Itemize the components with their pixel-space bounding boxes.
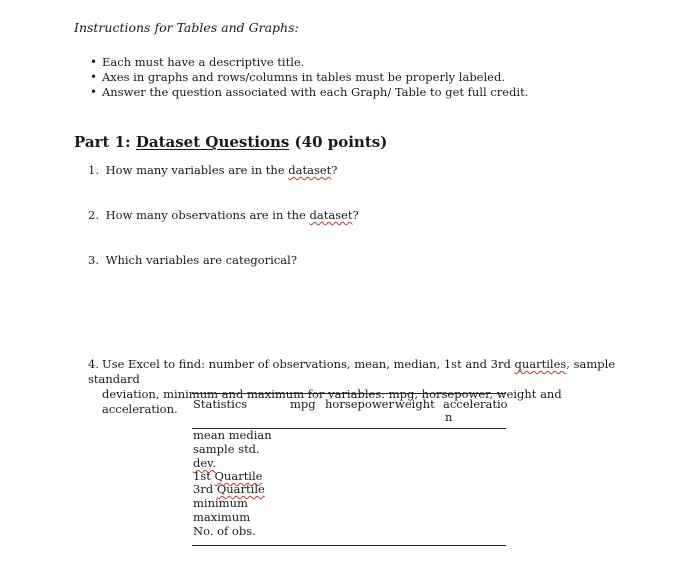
- row-mean-median: mean median: [193, 428, 272, 442]
- spelling-flagged-word: dataset: [309, 208, 353, 222]
- header-acceleration-part-1: acceleratio: [443, 397, 508, 411]
- question-text: How many observations are in the: [105, 208, 310, 222]
- header-mpg: mpg: [290, 397, 316, 411]
- instruction-item: • Answer the question associated with each Graph/ Table to get full credit.: [90, 85, 528, 100]
- part-1-prefix: Part 1:: [74, 133, 136, 151]
- spelling-flagged-word: dataset: [288, 163, 332, 177]
- row-maximum: maximum: [193, 510, 251, 524]
- row-label-prefix: 3rd: [193, 482, 217, 496]
- question-text-end: ?: [352, 208, 359, 222]
- row-label-prefix: 1st: [193, 469, 215, 483]
- row-sample-std: sample std.: [193, 442, 260, 456]
- header-statistics: Statistics: [193, 397, 248, 411]
- question-text-cont: , sample standard: [88, 357, 616, 386]
- question-number: 4.: [88, 357, 99, 371]
- table-top-rule: [192, 393, 506, 394]
- spelling-flagged-word: quartiles: [514, 357, 567, 371]
- part-1-suffix: (40 points): [289, 133, 388, 151]
- question-2: [88, 208, 359, 222]
- part-1-title-underlined: Dataset Questions: [135, 133, 290, 151]
- question-number: 2.: [88, 208, 99, 222]
- row-minimum: minimum: [193, 496, 248, 510]
- header-acceleration-part-2: n: [445, 410, 453, 424]
- row-number-of-observations: No. of obs.: [193, 524, 256, 538]
- question-3: [88, 253, 297, 267]
- question-text-end: ?: [331, 163, 338, 177]
- question-number: 3.: [88, 253, 99, 267]
- instruction-item: • Each must have a descriptive title.: [90, 55, 528, 70]
- part-1-heading: [74, 133, 387, 151]
- header-weight: weight: [395, 397, 435, 411]
- question-number: 1.: [88, 163, 99, 177]
- spelling-flagged-word: Quartile: [216, 482, 265, 496]
- instructions-heading: Instructions for Tables and Graphs:: [74, 20, 299, 35]
- question-text-line-2: deviation, minimum and maximum for variables: mpg, horsepower, weight and acceleration.: [102, 387, 562, 416]
- header-acceleration: [443, 398, 508, 424]
- instruction-item: • Axes in graphs and rows/columns in tables must be properly labeled.: [90, 70, 528, 85]
- question-text: How many variables are in the: [105, 163, 289, 177]
- spelling-flagged-word: dev.: [193, 456, 216, 470]
- question-1: [88, 163, 337, 177]
- header-horsepower: horsepower: [325, 397, 394, 411]
- question-text: Which variables are categorical?: [105, 253, 297, 267]
- question-text: Use Excel to find: number of observations, mean, median, 1st and 3rd: [102, 357, 515, 371]
- instructions-list: [90, 55, 528, 100]
- spelling-flagged-word: Quartile: [214, 469, 263, 483]
- row-3rd-quartile: [193, 483, 265, 496]
- table-bottom-rule: [192, 545, 506, 546]
